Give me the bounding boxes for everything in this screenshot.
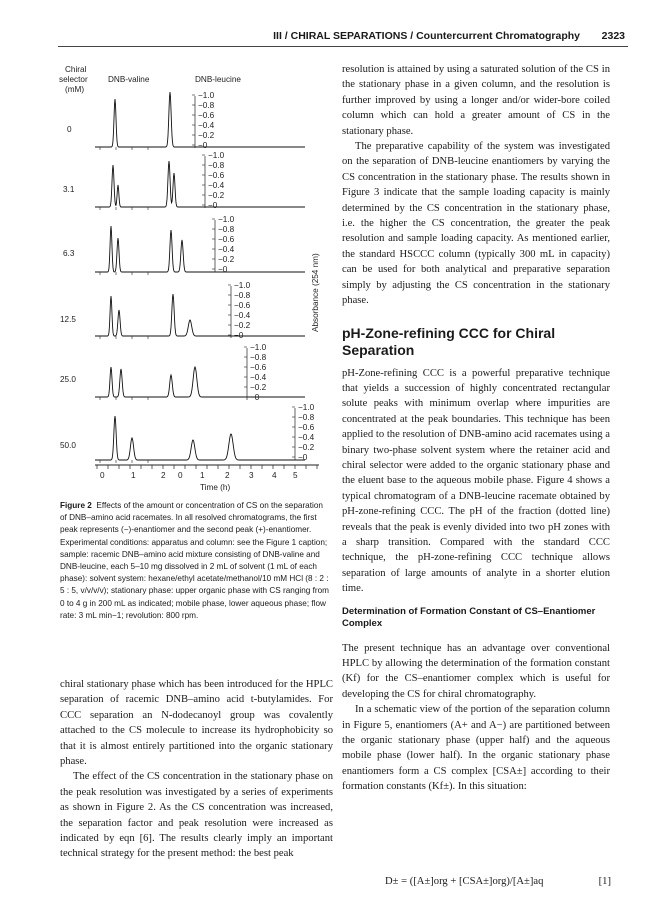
equation-text: D± = ([A±]org + [CSA±]org)/[A±]aq	[385, 876, 544, 887]
figure-caption	[60, 500, 332, 622]
scale-label-0.2: −0.2	[208, 191, 225, 200]
scale-label-0: −0	[234, 331, 244, 340]
scale-label-1.0: −1.0	[208, 151, 225, 160]
right-paragraph-5: In a schematic view of the portion of the separation column in Figure 5, enantiomers (A+ and A−) are partitioned between the organic stationary phase (upper half) and the aqueous mobile phase (lower half). In the organic stationary phase enantiomers form a CS complex [CSA±] according to their formation constants (Kf±). In this situation:	[342, 704, 610, 793]
scale-label-1.0: −1.0	[298, 403, 315, 412]
scale-label-0.4: −0.4	[250, 373, 267, 382]
header-title: III / CHIRAL SEPARATIONS / Countercurrent Chromatography	[273, 30, 580, 42]
scale-label-0.2: −0.2	[250, 383, 267, 392]
x-tick-0: 0	[100, 471, 105, 480]
scale-label-0.4: −0.4	[198, 121, 215, 130]
header-rule	[58, 46, 628, 47]
trace-dnb-leucine-row-5	[155, 367, 305, 397]
x-tick-0b: 0	[178, 471, 183, 480]
caption-text: Effects of the amount or concentration of CS on the separation of DNB–amino acid racemates. In all resolved chromatograms, the first peak represents (−)-enantiomer and the second peak (+)-enantiomer. Experimental conditions: apparatus and column: see the Figure 1 caption; sample: racemic DNB–amino acid mixture consisting of DNB-valine and DNB-leucine, each 5–10 mg dissolved in 2 mL of solvent (1 mL of each phase): solvent system: hexane/ethyl acetate/methanol/10 mM HCl (8 : 2 : 5 : 5, v/v/v/v); stationary phase: upper organic phase with CS ranging from 0 to 4 g in 200 mL as indicated; mobile phase, lower aqueous phase; flow rate: 3 mL min−1; revolution: 800 rpm.	[60, 501, 329, 620]
x-tick-1: 1	[131, 471, 136, 480]
caption-label: Figure 2	[60, 501, 92, 510]
right-paragraph-1: resolution is attained by using a saturated solution of the CS in the stationary phase in a given column, and the resolution is further improved by using a longer and/or wider-bore coiled column which can hold a greater amount of CS in the stationary phase.	[342, 64, 610, 137]
x-tick-4: 4	[272, 471, 277, 480]
subsection-heading-formation-constant: Determination of Formation Constant of CS–Enantiomer Complex	[342, 605, 596, 630]
figure-2-chromatograms	[55, 62, 335, 502]
scale-label-0.8: −0.8	[208, 161, 225, 170]
scale-label-0.6: −0.6	[208, 171, 225, 180]
label-selector: selector	[59, 75, 88, 84]
trace-dnb-valine-row-1	[95, 99, 155, 147]
x-tick-1b: 1	[200, 471, 205, 480]
selector-3.1: 3.1	[63, 185, 75, 194]
left-column	[60, 677, 333, 862]
trace-dnb-valine-row-3	[95, 226, 155, 272]
scale-label-0.6: −0.6	[218, 235, 235, 244]
y-axis-label: Absorbance (254 nm)	[311, 253, 320, 332]
right-paragraph-4: The present technique has an advantage over conventional HPLC by allowing the determination of the formation constant (Kf) for the CS–enantiomer complex which is useful for developing the CS for chiral chromatography.	[342, 642, 610, 700]
selector-12.5: 12.5	[60, 315, 76, 324]
right-paragraph-2: The preparative capability of the system was investigated on the separation of DNB-leucine enantiomers by varying the CS concentration in the stationary phase. The results shown in Figure 3 indicate that the sample loading capacity is mainly determined by the CS concentration in the stationary phase, i.e. the higher the CS concentration, the greater the peak resolution and sample loading capacity. As mentioned earlier, the standard HSCCC column (typically 300 mL in capacity) can be used for both analytical and preparative separation simply by adjusting the CS concentration in the stationary phase.	[342, 141, 610, 307]
scale-label-0.6: −0.6	[250, 363, 267, 372]
scale-label-0.8: −0.8	[250, 353, 267, 362]
right-paragraph-3: pH-Zone-refining CCC is a powerful preparative technique that yields a succession of highly concentrated rectangular solute peaks with minimum overlap where impurities are concentrated at the peak boundaries. This technique has been applied to the resolution of DNB-amino acid racemates using a binary two-phase solvent system where the retainer acid and chiral selector were added to the organic stationary phase and the eluent base to the aqueous mobile phase. Figure 4 shows a typical chromatogram of a DNB-leucine racemate obtained by pH-zone-refining CCC. The pH of the fraction (dotted line) reveals that the peak is evenly divided into two pH zones with a sharp transition. Compared with the standard CCC technique, the pH-zone-refining CCC technique allows separation of large amounts of analyte in a shorter elution time.	[342, 367, 610, 595]
x-tick-2: 2	[161, 471, 166, 480]
selector-25.0: 25.0	[60, 375, 76, 384]
scale-label-0.6: −0.6	[298, 423, 315, 432]
label-dnb-valine: DNB-valine	[108, 75, 150, 84]
scale-label-0: −0	[298, 453, 308, 462]
label-chiral: Chiral	[65, 65, 87, 74]
right-column	[342, 62, 610, 795]
scale-label-1.0: −1.0	[218, 215, 235, 224]
scale-label-0.2: −0.2	[198, 131, 215, 140]
label-dnb-leucine: DNB-leucine	[195, 75, 241, 84]
scale-label-0: −0	[250, 393, 260, 402]
scale-label-0: −0	[218, 265, 228, 274]
scale-label-0.2: −0.2	[298, 443, 315, 452]
x-axis-label: Time (h)	[200, 483, 231, 492]
scale-label-0.6: −0.6	[198, 111, 215, 120]
scale-label-0.6: −0.6	[234, 301, 251, 310]
scale-label-0.4: −0.4	[218, 245, 235, 254]
scale-label-0: −0	[198, 141, 208, 150]
trace-dnb-valine-row-4	[95, 296, 155, 336]
scale-label-1.0: −1.0	[234, 281, 251, 290]
scale-label-0: −0	[208, 201, 218, 210]
x-tick-5: 5	[293, 471, 298, 480]
scale-label-0.8: −0.8	[298, 413, 315, 422]
x-tick-2b: 2	[225, 471, 230, 480]
scale-label-0.8: −0.8	[198, 101, 215, 110]
selector-0: 0	[67, 125, 72, 134]
x-tick-3: 3	[249, 471, 254, 480]
equation-number: [1]	[598, 876, 611, 887]
trace-dnb-valine-row-6	[95, 416, 155, 460]
scale-label-0.2: −0.2	[218, 255, 235, 264]
section-heading-ph-zone: pH-Zone-refining CCC for Chiral Separation	[342, 324, 556, 358]
page-number: 2323	[601, 30, 625, 42]
trace-dnb-leucine-row-2	[155, 161, 305, 207]
scale-label-0.4: −0.4	[298, 433, 315, 442]
trace-dnb-leucine-row-1	[155, 92, 305, 147]
x-axis-ticks	[97, 465, 317, 469]
equation-1	[385, 876, 611, 887]
trace-dnb-leucine-row-6	[155, 434, 305, 460]
selector-50.0: 50.0	[60, 441, 76, 450]
label-mm: (mM)	[65, 85, 85, 94]
scale-label-1.0: −1.0	[198, 91, 215, 100]
left-paragraph-1: chiral stationary phase which has been introduced for the HPLC separation of racemic DNB–amino acid t-butylamides. For CCC separation an N-dodecanoyl group was covalently attached to the CS molecule to increase its hydrophobicity so that it is almost entirely partitioned into the organic stationary phase.	[60, 679, 333, 768]
scale-label-0.4: −0.4	[234, 311, 251, 320]
scale-label-0.4: −0.4	[208, 181, 225, 190]
trace-dnb-valine-row-2	[95, 165, 155, 207]
figure-2	[55, 62, 335, 502]
scale-label-0.8: −0.8	[218, 225, 235, 234]
trace-dnb-valine-row-5	[95, 367, 155, 397]
scale-label-0.2: −0.2	[234, 321, 251, 330]
scale-label-0.8: −0.8	[234, 291, 251, 300]
running-header	[0, 30, 668, 44]
selector-6.3: 6.3	[63, 249, 75, 258]
left-paragraph-2: The effect of the CS concentration in the stationary phase on the peak resolution was investigated by a series of experiments as shown in Figure 2. As the CS concentration was increased, the separation factor and peak resolution were increased as indicated by eqn [6]. The results clearly imply an important technical strategy for the present method: the best peak	[60, 771, 333, 860]
scale-label-1.0: −1.0	[250, 343, 267, 352]
